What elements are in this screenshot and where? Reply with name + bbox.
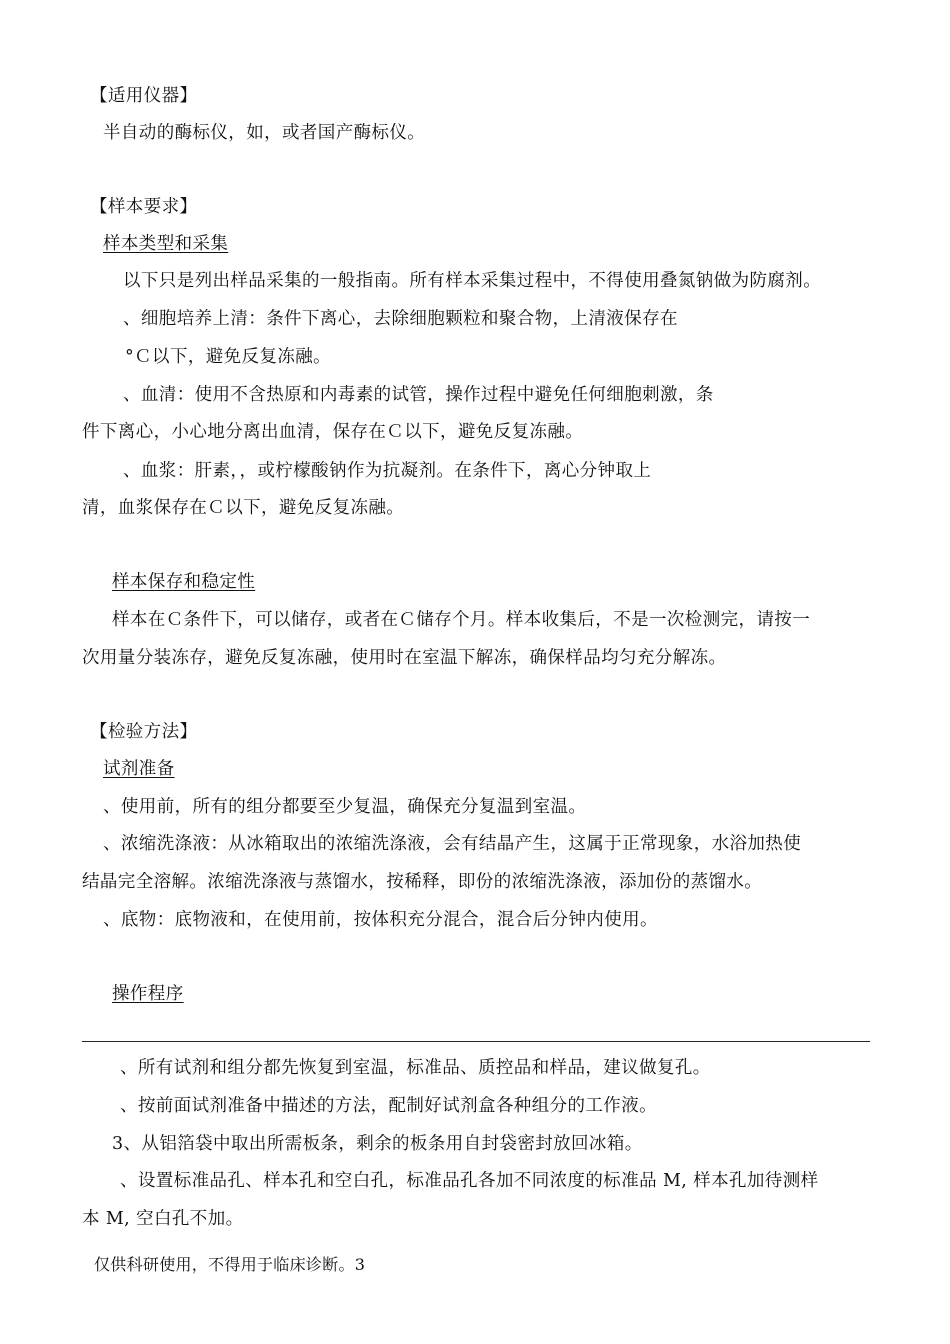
plasma-line1: 、血浆：肝素，，或柠檬酸钠作为抗凝剂。在条件下，离心分钟取上 (123, 461, 652, 481)
plasma-line2: 清，血浆保存在Ｃ以下，避免反复冻融。 (82, 498, 405, 518)
storage-title: 样本保存和稳定性 (112, 572, 256, 592)
procedure-step4-line2: 本 M, 空白孔不加。 (82, 1209, 244, 1229)
page-footer: 仅供科研使用，不得用于临床诊断。3 (94, 1255, 366, 1274)
cell-culture-line1: 、细胞培养上清：条件下离心，去除细胞颗粒和聚合物，上清液保存在 (123, 309, 678, 329)
procedure-step3: 3、从铝箔袋中取出所需板条，剩余的板条用自封袋密封放回冰箱。 (112, 1134, 643, 1154)
storage-line2: 次用量分装冻存，避免反复冻融，使用时在室温下解冻，确保样品均匀充分解冻。 (82, 648, 727, 668)
serum-line2: 件下离心，小心地分离出血清，保存在Ｃ以下，避免反复冻融。 (82, 422, 584, 442)
instrument-heading: 【适用仪器】 (90, 86, 198, 106)
divider-line (82, 1041, 870, 1042)
procedure-step1: 、所有试剂和组分都先恢复到室温，标准品、质控品和样品，建议做复孔。 (120, 1058, 711, 1078)
procedure-step4-line1: 、设置标准品孔、样本孔和空白孔，标准品孔各加不同浓度的标准品 M, 样本孔加待测样 (120, 1171, 819, 1191)
cell-culture-line2: °Ｃ以下，避免反复冻融。 (125, 347, 332, 367)
reagent-item3: 、底物：底物液和，在使用前，按体积充分混合，混合后分钟内使用。 (103, 910, 658, 930)
instrument-text: 半自动的酶标仪，如，或者国产酶标仪。 (103, 123, 426, 143)
collection-title: 样本类型和采集 (103, 234, 229, 254)
reagent-item2-line1: 、浓缩洗涤液：从冰箱取出的浓缩洗涤液，会有结晶产生，这属于正常现象，水浴加热使 (103, 834, 802, 854)
method-heading: 【检验方法】 (90, 722, 198, 742)
reagent-item1: 、使用前，所有的组分都要至少复温，确保充分复温到室温。 (103, 797, 587, 817)
storage-line1: 样本在Ｃ条件下，可以储存，或者在Ｃ储存个月。样本收集后，不是一次检测完，请按一 (112, 610, 811, 630)
serum-line1: 、血清：使用不含热原和内毒素的试管，操作过程中避免任何细胞刺激，条 (123, 385, 714, 405)
procedure-step2: 、按前面试剂准备中描述的方法，配制好试剂盒各种组分的工作液。 (120, 1096, 657, 1116)
collection-intro: 以下只是列出样品采集的一般指南。所有样本采集过程中，不得使用叠氮钠做为防腐剂。 (123, 271, 822, 291)
procedure-title: 操作程序 (112, 984, 184, 1004)
reagent-item2-line2: 结晶完全溶解。浓缩洗涤液与蒸馏水，按稀释，即份的浓缩洗涤液，添加份的蒸馏水。 (82, 872, 763, 892)
sample-heading: 【样本要求】 (90, 197, 198, 217)
reagent-title: 试剂准备 (103, 759, 175, 779)
